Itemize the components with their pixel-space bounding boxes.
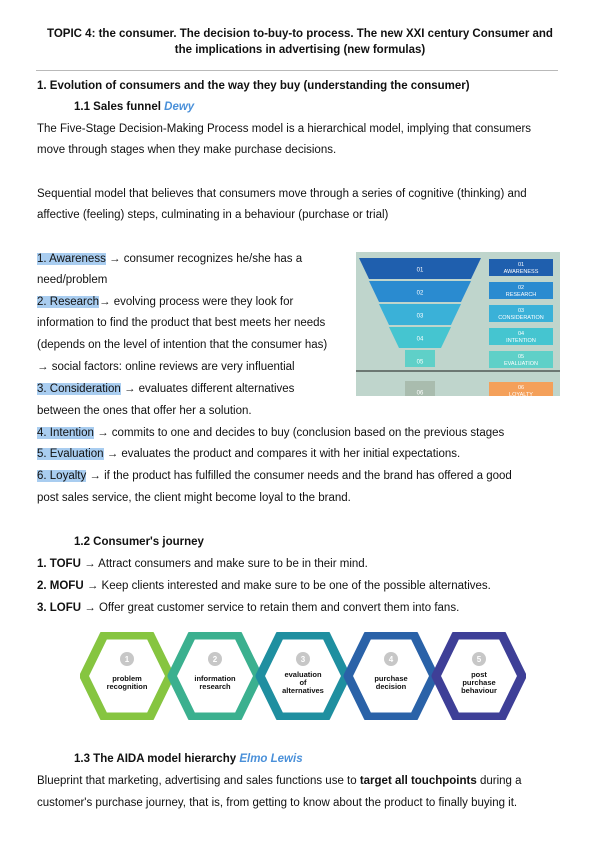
stage-text-line: (depends on the level of intention that the consumer has) [37, 339, 328, 351]
journey-item-tofu [37, 556, 368, 573]
journey-step-label: behaviour [461, 686, 497, 695]
stage-text-line: → social factors: online reviews are very influential [37, 361, 295, 373]
subsection-heading-1-3 [74, 751, 303, 768]
stage-consideration [37, 381, 294, 398]
sales-funnel-image [356, 252, 560, 396]
journey-step-label: post [471, 670, 487, 679]
journey-item-text: → Keep clients interested and make sure to be one of the possible alternatives. [83, 580, 491, 592]
stage-loyalty [37, 468, 512, 485]
aida-text: during a [476, 775, 522, 787]
funnel-label-text: EVALUATION [503, 361, 539, 367]
paragraph-line: affective (feeling) steps, culminating in a behaviour (purchase or trial) [37, 209, 389, 221]
paragraph-line [37, 773, 522, 790]
stage-label: 5. Evaluation [37, 448, 104, 460]
journey-step-number: 5 [476, 655, 482, 664]
funnel-label-text: LOYALTY [509, 392, 533, 396]
journey-item-lofu [37, 600, 459, 617]
author-name: Dewy [164, 101, 195, 113]
stage-text: → commits to one and decides to buy (conclusion based on the previous stages [93, 427, 505, 439]
paragraph-line: Sequential model that believes that consumers move through a series of cognitive (thinking) and [37, 188, 527, 200]
journey-step-label: purchase [374, 674, 408, 683]
journey-step-number: 2 [212, 655, 218, 664]
journey-step-label: of [299, 678, 307, 687]
stage-text-line: between the ones that offer her a solution. [37, 405, 252, 417]
subsection-label: 1.1 Sales funnel [74, 101, 161, 113]
stage-text: → consumer recognizes he/she has a [105, 253, 303, 265]
stage-text: → evaluates the product and compares it with her initial expectations. [103, 448, 461, 460]
stage-text: → evaluates different alternatives [120, 383, 295, 395]
author-name: Elmo Lewis [239, 753, 303, 765]
subsection-label: 1.3 The AIDA model hierarchy [74, 753, 237, 765]
stage-text-line: information to find the product that best meets her needs [37, 317, 326, 329]
journey-item-label: 2. MOFU [37, 580, 84, 592]
stage-label: 1. Awareness [37, 253, 106, 265]
funnel-label-number: 02 [517, 285, 525, 291]
funnel-tier-number: 02 [416, 290, 424, 297]
stage-text-line: need/problem [37, 274, 108, 286]
funnel-label-text: INTENTION [506, 338, 536, 344]
funnel-label-text: AWARENESS [503, 269, 539, 275]
stage-label: 4. Intention [37, 427, 94, 439]
journey-item-text: → Attract consumers and make sure to be in their mind. [80, 558, 368, 570]
paragraph-line: customer's purchase journey, that is, from getting to know about the product to finally buying it. [37, 797, 518, 809]
title-line-2: the implications in advertising (new formulas) [174, 44, 426, 56]
stage-awareness [37, 251, 302, 268]
stage-label: 2. Research [37, 296, 100, 308]
subsection-heading-1-1 [74, 99, 194, 116]
document-title [30, 26, 570, 58]
journey-step-label: alternatives [282, 686, 324, 695]
journey-item-text: → Offer great customer service to retain them and convert them into fans. [81, 602, 460, 614]
journey-item-mofu [37, 578, 491, 595]
journey-step-label: problem [112, 674, 142, 683]
journey-step-label: evaluation [284, 670, 322, 679]
journey-item-label: 1. TOFU [37, 558, 81, 570]
stage-research [37, 294, 293, 311]
consumer-journey-graphic [80, 632, 526, 720]
stage-text-line: post sales service, the client might become loyal to the brand. [37, 492, 351, 504]
stage-text: → if the product has fulfilled the consumer needs and the brand has offered a good [86, 470, 512, 482]
funnel-tier-number: 06 [416, 390, 424, 396]
journey-item-label: 3. LOFU [37, 602, 82, 614]
funnel-label-number: 04 [517, 331, 525, 337]
journey-step-number: 1 [124, 655, 130, 664]
funnel-label-text: CONSIDERATION [498, 315, 544, 321]
consumer-journey-image [80, 632, 526, 720]
aida-bold-text: target all touchpoints [359, 775, 477, 787]
stage-text: → evolving process were they look for [99, 296, 294, 308]
stage-label: 3. Consideration [37, 383, 121, 395]
journey-step-number: 3 [300, 655, 306, 664]
paragraph-line: move through stages when they make purchase decisions. [37, 144, 337, 156]
funnel-label-number: 06 [517, 385, 525, 391]
journey-step-label: recognition [106, 682, 148, 691]
journey-step-label: decision [375, 682, 407, 691]
journey-step-number: 4 [388, 655, 394, 664]
paragraph-line: The Five-Stage Decision-Making Process model is a hierarchical model, implying that consumers [37, 123, 532, 135]
stage-intention [37, 425, 504, 442]
journey-step-label: research [199, 682, 231, 691]
title-divider [36, 70, 558, 71]
stage-evaluation [37, 446, 460, 463]
stage-label: 6. Loyalty [37, 470, 87, 482]
funnel-label-number: 03 [517, 308, 525, 314]
subsection-heading-1-2: 1.2 Consumer's journey [74, 536, 204, 548]
funnel-tier-number: 03 [416, 313, 424, 320]
funnel-label-text: RESEARCH [505, 292, 537, 298]
funnel-tier-number: 05 [416, 359, 424, 366]
section-heading-1: 1. Evolution of consumers and the way they buy (understanding the consumer) [37, 80, 470, 92]
aida-text: Blueprint that marketing, advertising and sales functions use to [37, 775, 360, 787]
funnel-label-number: 01 [517, 262, 525, 268]
title-line-1: TOPIC 4: the consumer. The decision to-buy-to process. The new XXI century Consumer and [47, 28, 553, 40]
journey-step-label: purchase [462, 678, 496, 687]
sales-funnel-graphic [356, 252, 560, 396]
funnel-label-number: 05 [517, 354, 525, 360]
funnel-tier-number: 04 [416, 336, 424, 343]
funnel-tier-number: 01 [416, 267, 424, 274]
journey-step-label: information [194, 674, 236, 683]
